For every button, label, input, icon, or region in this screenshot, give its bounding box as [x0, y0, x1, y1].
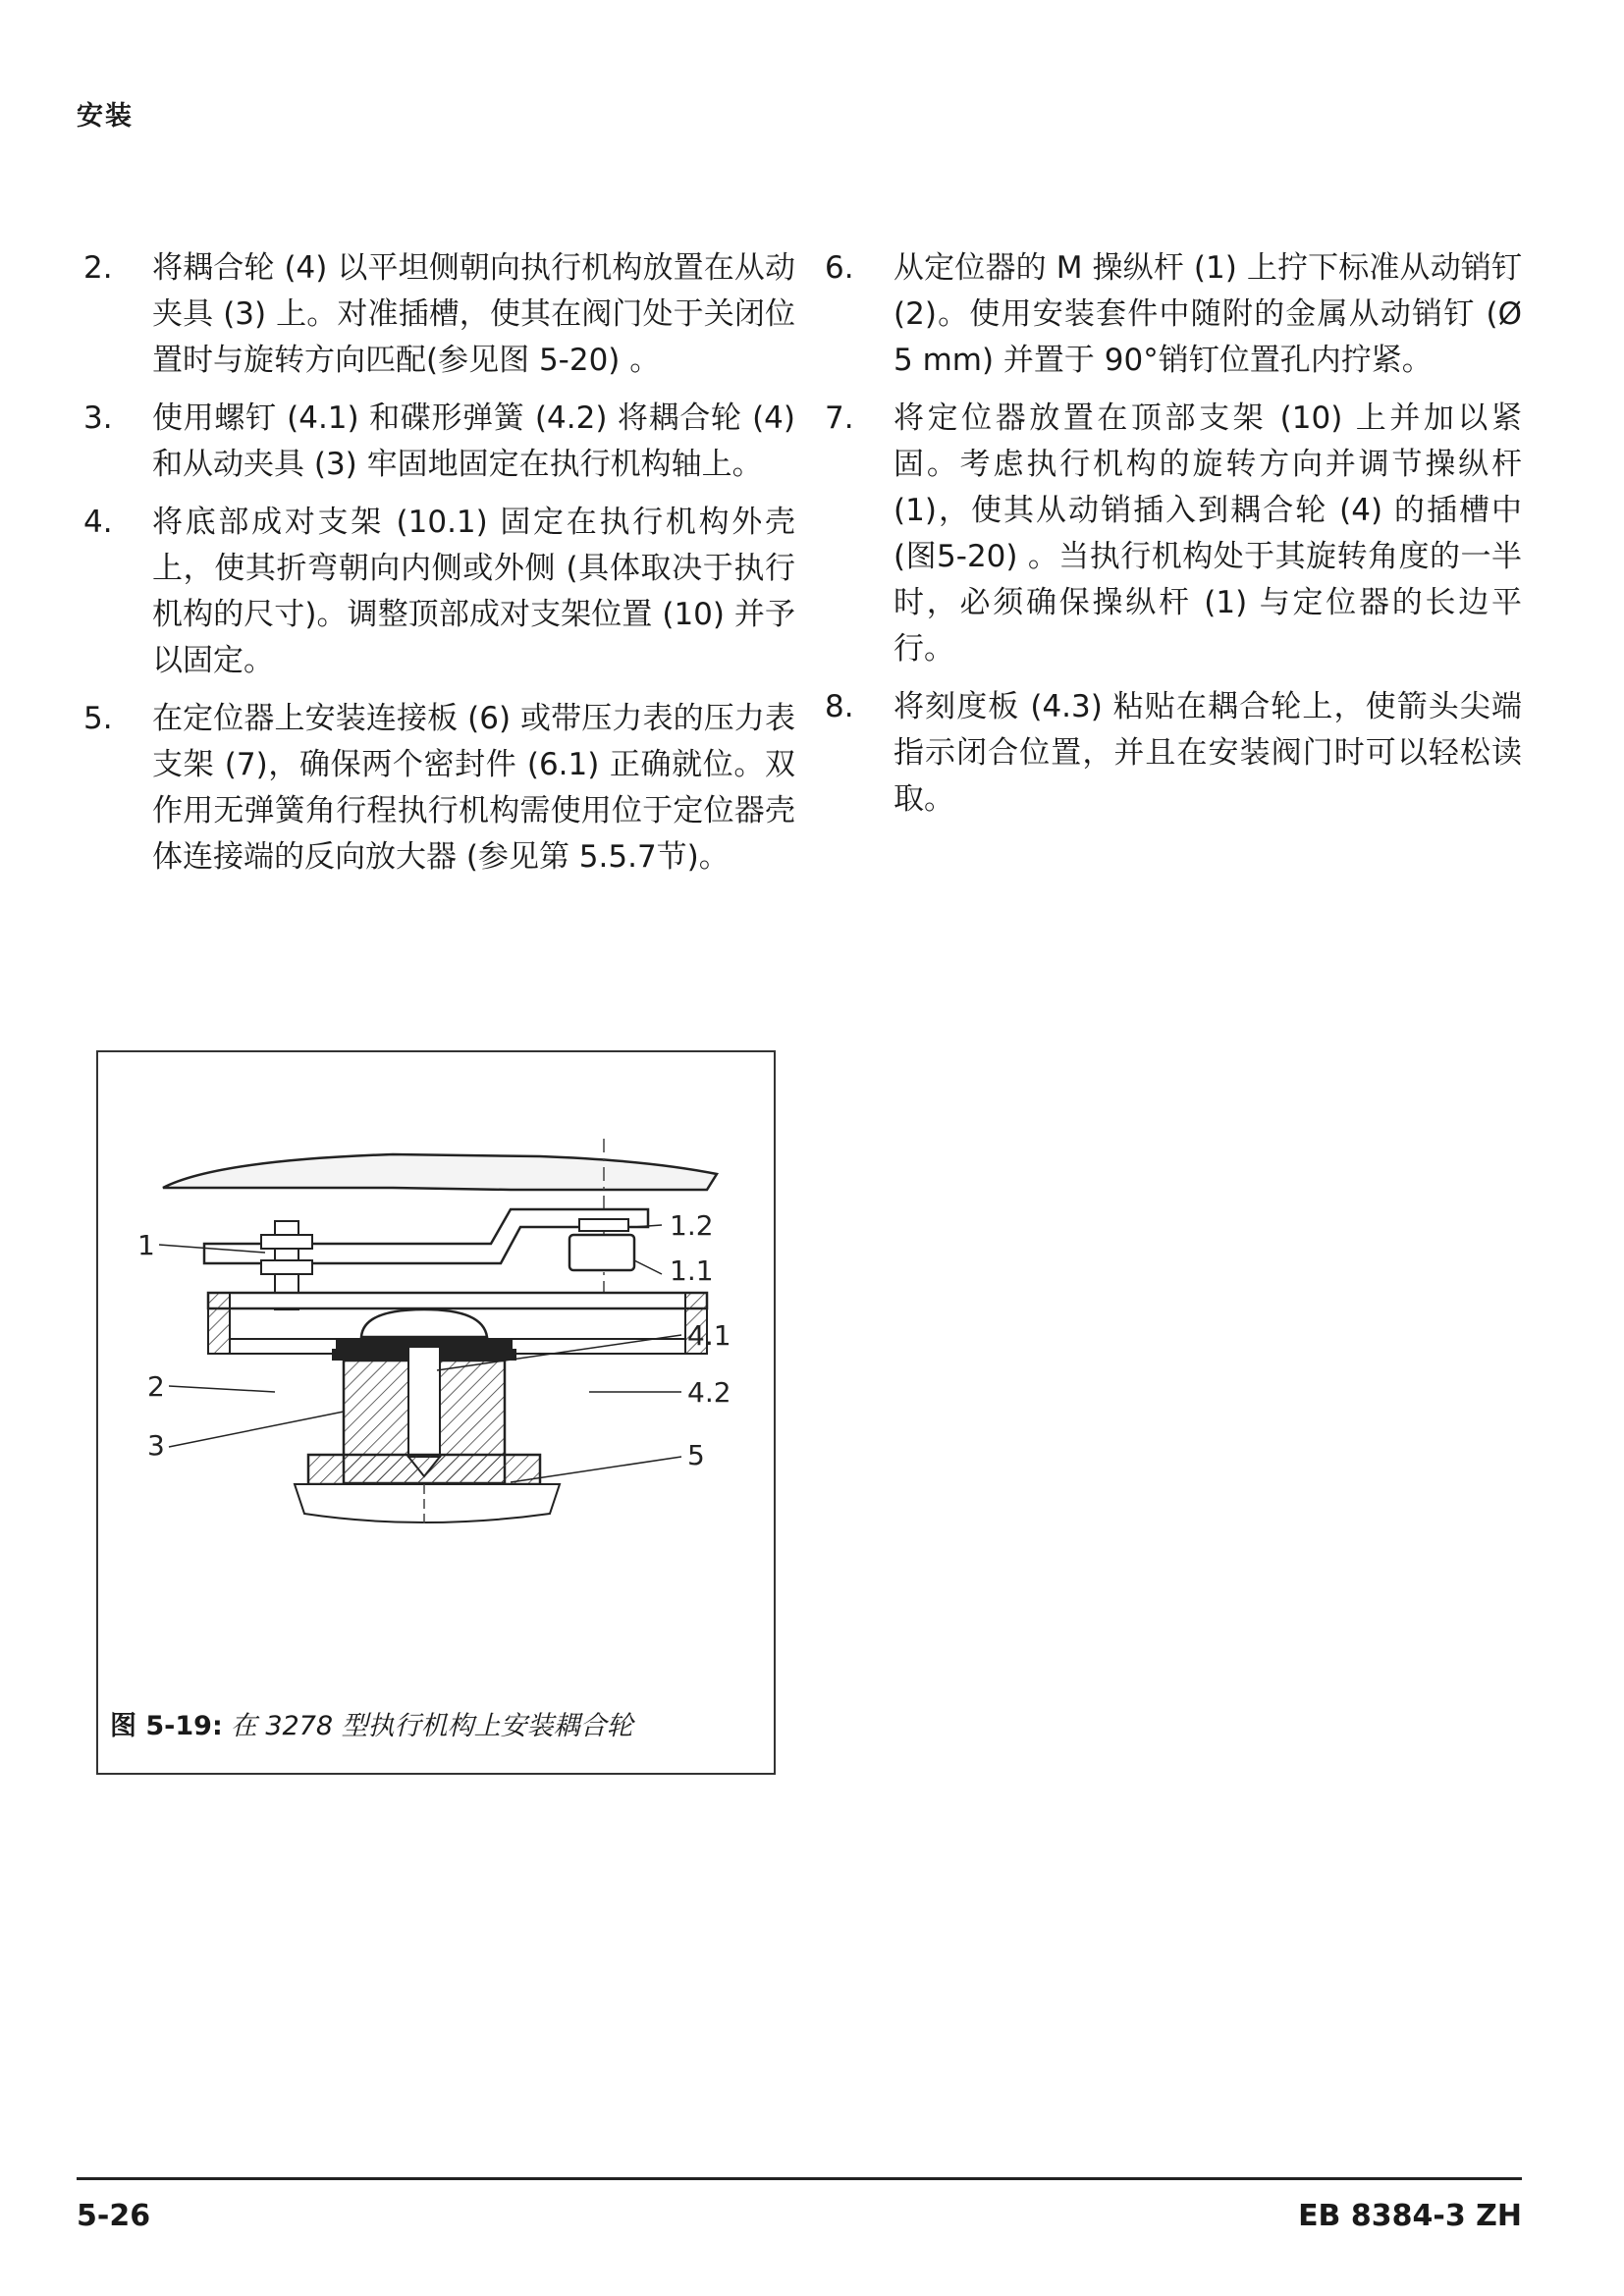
- positioner-housing: [163, 1154, 717, 1190]
- base-plate: [308, 1455, 540, 1484]
- step-number: 2.: [83, 250, 113, 286]
- step-5: [83, 696, 795, 881]
- label-4-1: 4.1: [687, 1319, 731, 1352]
- step-number: 3.: [83, 400, 113, 436]
- actuator-body: [295, 1484, 560, 1522]
- caption-text: 在 3278 型执行机构上安装耦合轮: [230, 1711, 633, 1741]
- coupling-wheel: [208, 1293, 707, 1308]
- label-1: 1: [137, 1229, 155, 1261]
- label-1-1: 1.1: [670, 1255, 714, 1287]
- label-5: 5: [687, 1439, 705, 1471]
- step-number: 6.: [825, 250, 854, 286]
- step-4: [83, 500, 795, 684]
- label-4-2: 4.2: [687, 1376, 731, 1409]
- right-column: [825, 245, 1522, 834]
- step-number: 5.: [83, 701, 113, 736]
- step-text: 将刻度板 (4.3) 粘贴在耦合轮上，使箭头尖端指示闭合位置，并且在安装阀门时可以轻松读取。: [893, 689, 1522, 817]
- page-number: 5-26: [77, 2199, 151, 2233]
- step-text: 从定位器的 M 操纵杆 (1) 上拧下标准从动销钉 (2)。使用安装套件中随附的金属从动销钉 (Ø 5 mm) 并置于 90°销钉位置孔内拧紧。: [893, 250, 1522, 378]
- step-number: 8.: [825, 689, 854, 724]
- step-2: [83, 245, 795, 384]
- document-id: EB 8384-3 ZH: [1298, 2199, 1522, 2233]
- caption-label: 图 5-19:: [110, 1711, 223, 1741]
- footer-divider: [77, 2177, 1522, 2180]
- label-2: 2: [147, 1370, 165, 1403]
- step-text: 使用螺钉 (4.1) 和碟形弹簧 (4.2) 将耦合轮 (4) 和从动夹具 (3) 牢固地固定在执行机构轴上。: [152, 400, 795, 482]
- step-6: [825, 245, 1522, 384]
- step-3: [83, 396, 795, 488]
- step-text: 将定位器放置在顶部支架 (10) 上并加以紧固。考虑执行机构的旋转方向并调节操纵杆 (1)，使其从动销插入到耦合轮 (4) 的插槽中 (图5-20) 。当执行机构处于其旋转角度的一半时，必须确保操纵杆 (1) 与定位器的长边平行。: [893, 400, 1522, 667]
- section-title: 安装: [77, 101, 134, 132]
- nut: [569, 1235, 634, 1270]
- washer: [579, 1219, 628, 1231]
- step-number: 4.: [83, 505, 113, 540]
- step-text: 在定位器上安装连接板 (6) 或带压力表的压力表支架 (7)，确保两个密封件 (6.1) 正确就位。双作用无弹簧角行程执行机构需使用位于定位器壳体连接端的反向放大器 (参见第 5.5.7节)。: [152, 701, 795, 875]
- figure-caption: [110, 1704, 633, 1742]
- left-column: [83, 245, 795, 892]
- coupling-wheel-drawing: [98, 1052, 774, 1773]
- step-7: [825, 396, 1522, 672]
- step-text: 将耦合轮 (4) 以平坦侧朝向执行机构放置在从动夹具 (3) 上。对准插槽，使其在阀门处于关闭位置时与旋转方向匹配(参见图 5-20) 。: [152, 250, 795, 378]
- figure-5-19: [96, 1050, 776, 1775]
- step-8: [825, 684, 1522, 823]
- label-3: 3: [147, 1429, 165, 1462]
- screw-head: [361, 1309, 487, 1337]
- step-number: 7.: [825, 400, 854, 436]
- step-text: 将底部成对支架 (10.1) 固定在执行机构外壳上，使其折弯朝向内侧或外侧 (具体取决于执行机构的尺寸)。调整顶部成对支架位置 (10) 并予以固定。: [152, 505, 795, 678]
- label-1-2: 1.2: [670, 1209, 714, 1242]
